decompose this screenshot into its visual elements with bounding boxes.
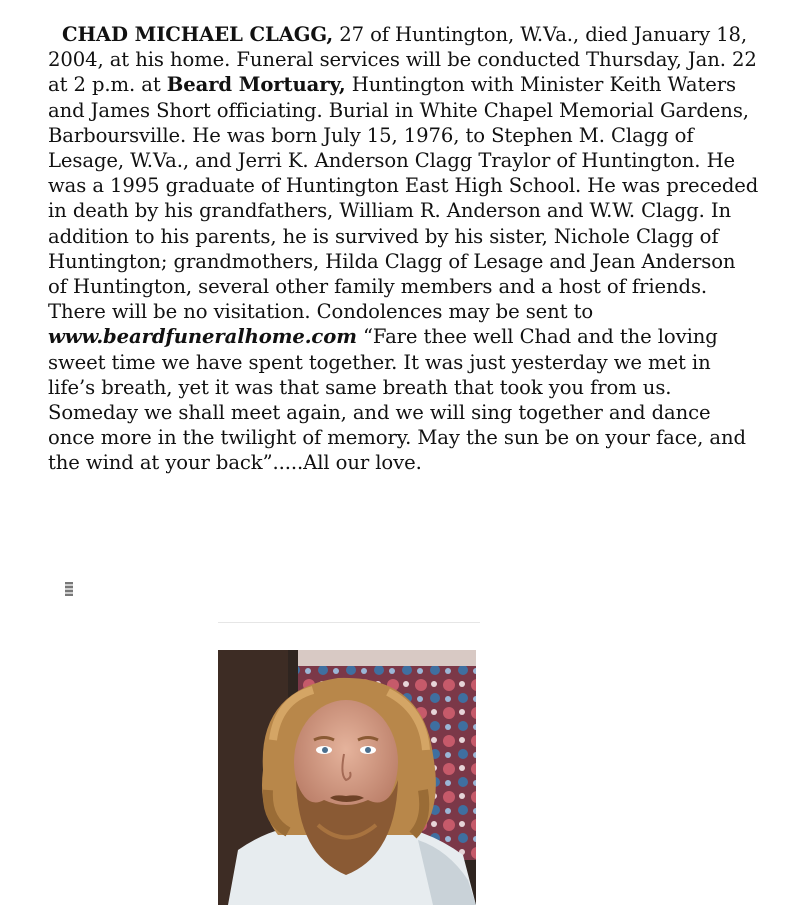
funeral-home-website[interactable]: www.beardfuneralhome.com bbox=[48, 325, 357, 349]
portrait-image bbox=[218, 650, 476, 905]
scan-artifact bbox=[65, 582, 73, 596]
photo-top-edge bbox=[218, 622, 480, 623]
obituary-body: Huntington with Minister Keith Waters and James Short officiating. Burial in White Chapel Memorial Gardens, Barboursville. He was born July 15, 1976, to Stephen M. Clagg of Lesage, W.Va., and Jerri K. Anderson Clagg Traylor of Huntington. He was a 1995 graduate of Huntington East High School. He was preceded in death by his grandfathers, William R. Anderson and W.W. Clagg. In addition to his parents, he is survived by his sister, Nichole Clagg of Huntington; grandmothers, Hilda Clagg of Lesage and Jean Anderson of Huntington, several other family members and a host of friends. There will be no visitation. Condolences may be sent to bbox=[48, 73, 759, 324]
portrait-photo bbox=[218, 650, 476, 905]
memorial-quote: “Fare thee well Chad and the loving sweet time we have spent together. It was just yesterday we met in life’s breath, yet it was that same breath that took you from us. Someday we shall meet again, and we will sing together and dance once more in the twilight of memory. May the sun be on your face, and the wind at your back”.....All our love. bbox=[48, 325, 746, 475]
obituary-intro: 27 of Huntington, W.Va., died January 18, 2004, at his home. Funeral services will be conducted Thursday, Jan. 22 at 2 p.m. at bbox=[48, 23, 757, 97]
obituary-text bbox=[48, 22, 760, 476]
mortuary-name: Beard Mortuary, bbox=[166, 73, 346, 97]
deceased-name: CHAD MICHAEL CLAGG, bbox=[62, 23, 334, 46]
